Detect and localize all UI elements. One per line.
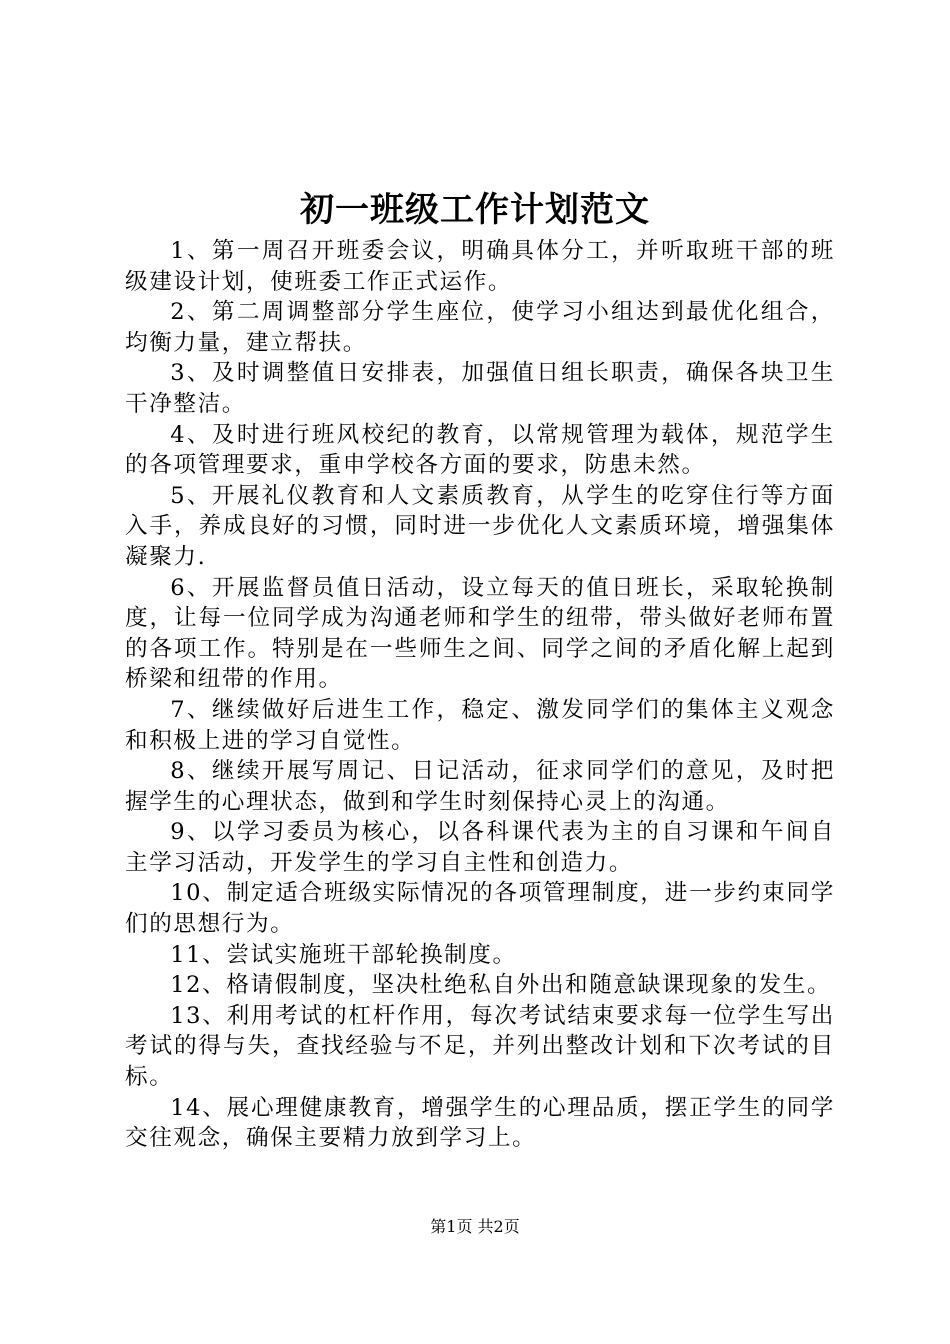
document-body [125,236,835,1154]
paragraph-12: 12、格请假制度，坚决杜绝私自外出和随意缺课现象的发生。 [170,972,832,999]
paragraph-4: 4、及时进行班风校纪的教育，以常规管理为载体，规范学生的各项管理要求，重申学校各方面的要求，防患未然。 [125,421,835,479]
paragraph-7: 7、继续做好后进生工作，稳定、激发同学们的集体主义观念和积极上进的学习自觉性。 [125,696,835,754]
paragraph-1: 1、第一周召开班委会议，明确具体分工，并听取班干部的班级建设计划，使班委工作正式运作。 [125,238,835,295]
paragraph-14: 14、展心理健康教育，增强学生的心理品质，摆正学生的同学交往观念，确保主要精力放到学习上。 [125,1094,835,1152]
paragraph-3: 3、及时调整值日安排表，加强值日组长职责，确保各块卫生干净整洁。 [125,360,835,417]
page-title: 初一班级工作计划范文 [300,190,650,230]
paragraph-9: 9、以学习委员为核心，以各科课代表为主的自习课和午间自主学习活动，开发学生的学习自主性和创造力。 [125,819,835,876]
paragraph-5: 5、开展礼仪教育和人文素质教育，从学生的吃穿住行等方面入手，养成良好的习惯，同时进一步优化人文素质环境，增强集体凝聚力. [125,482,835,570]
paragraph-2: 2、第二周调整部分学生座位，使学习小组达到最优化组合，均衡力量，建立帮扶。 [125,299,835,356]
paragraph-6: 6、开展监督员值日活动，设立每天的值日班长，采取轮换制度，让每一位同学成为沟通老师和学生的纽带，带头做好老师布置的各项工作。特别是在一些师生之间、同学之间的矛盾化解上起到桥梁和纽带的作用。 [125,574,835,693]
page-footer: 第1页 共2页 [430,1217,520,1236]
paragraph-11: 11、尝试实施班干部轮换制度。 [170,941,517,968]
paragraph-8: 8、继续开展写周记、日记活动，征求同学们的意见，及时把握学生的心理状态，做到和学生时刻保持心灵上的沟通。 [125,758,835,815]
paragraph-13: 13、利用考试的杠杆作用，每次考试结束要求每一位学生写出考试的得与失，查找经验与不足，并列出整改计划和下次考试的目标。 [125,1002,835,1091]
paragraph-10: 10、制定适合班级实际情况的各项管理制度，进一步约束同学们的思想行为。 [125,880,835,938]
